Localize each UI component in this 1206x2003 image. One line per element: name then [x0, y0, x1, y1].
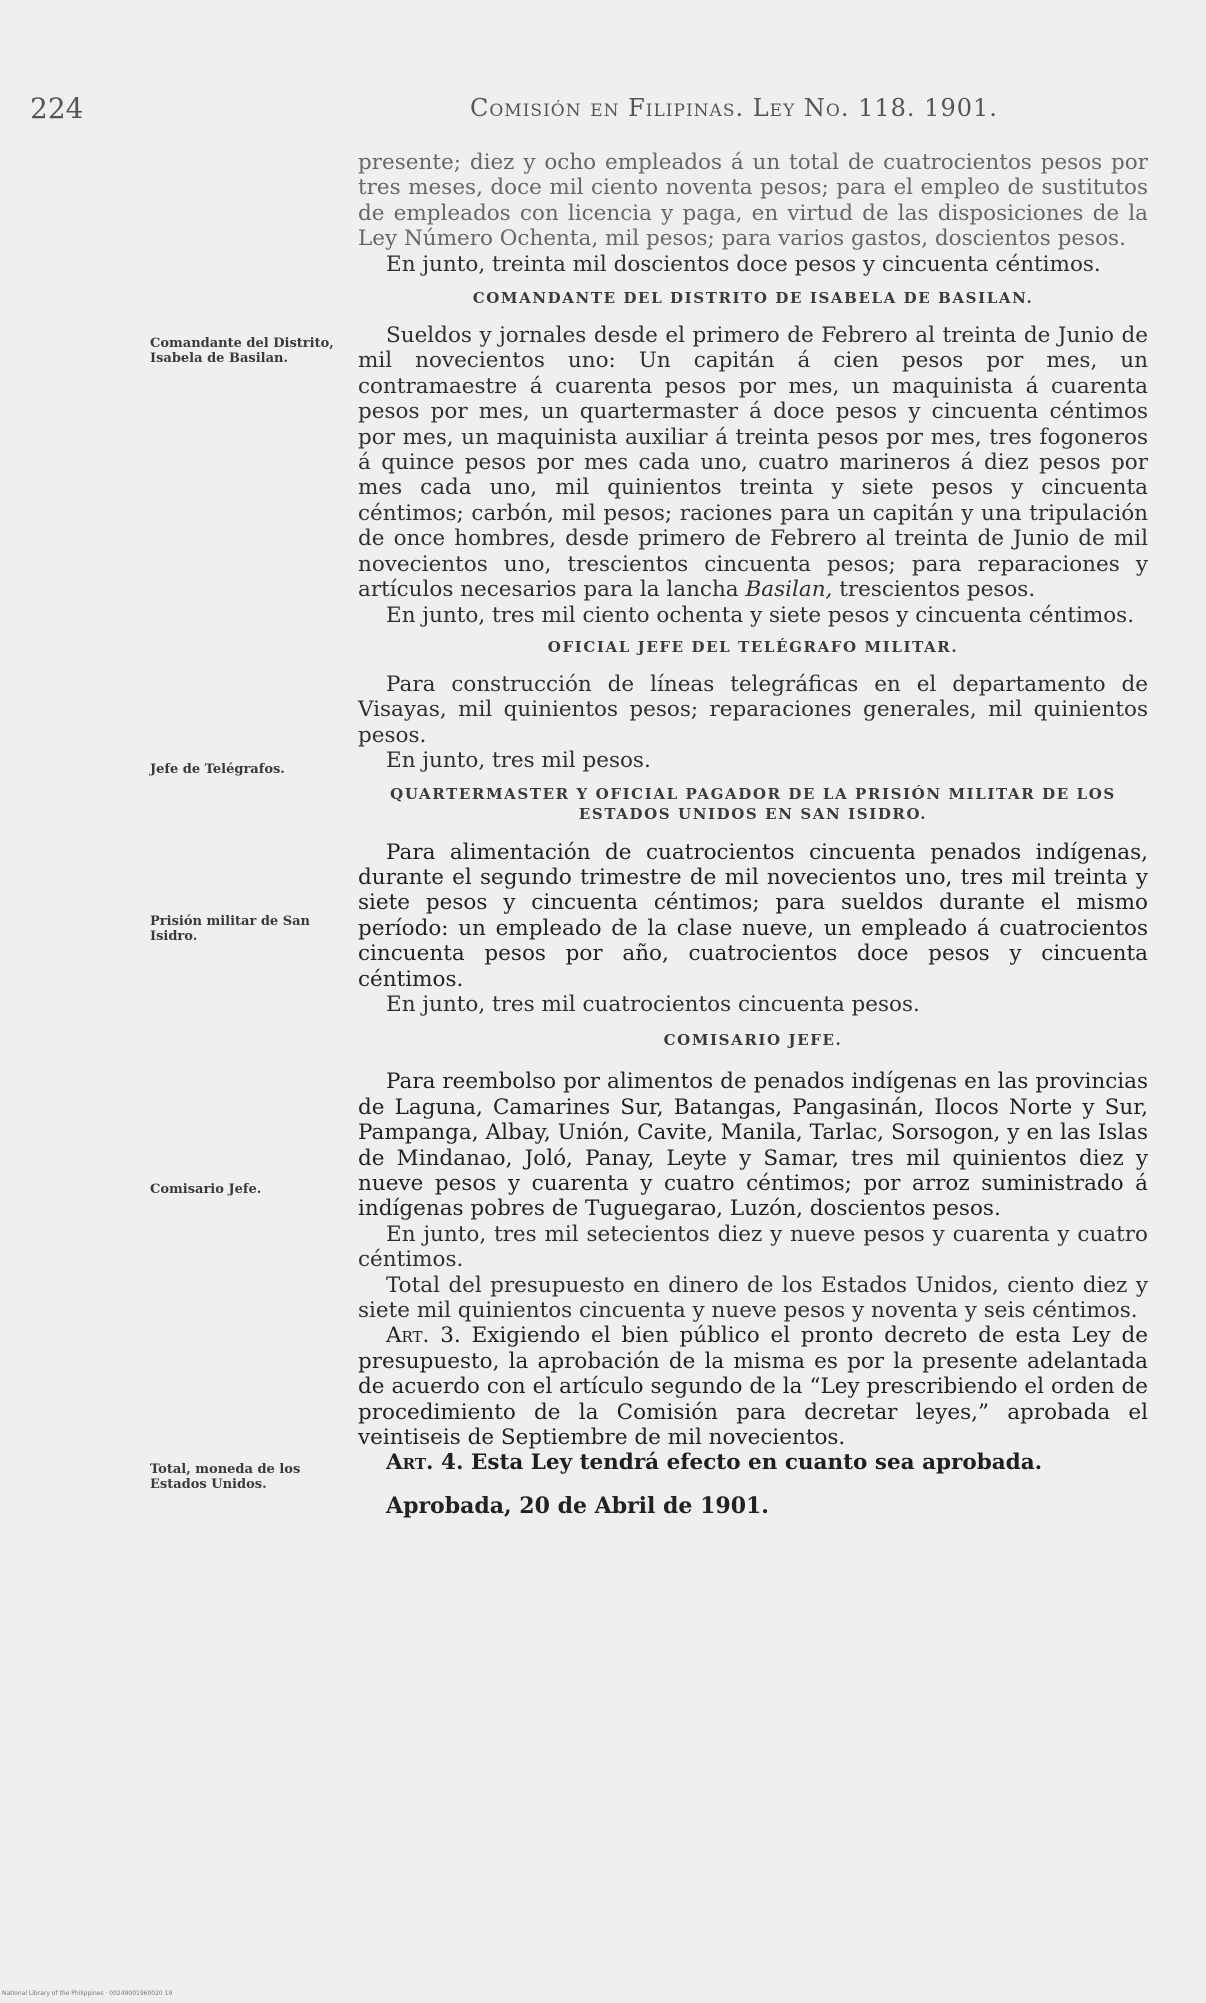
- commissary-body: Para reembolso por alimentos de penados indígenas en las provincias de Laguna, Camarines Sur, Batangas, Pangasinán, Ilocos Norte y Sur, Pampanga, Albay, Unión, Cavite, Manila, Tarlac, Sorsogon, y en las Islas de Mindanao, Joló, Panay, Leyte y Samar, tres mil quinientos diez y nueve pesos y cuarenta y cuatro céntimos; por arroz suministrado á indígenas pobres de Tuguegarao, Luzón, doscientos pesos.: [358, 1069, 1148, 1222]
- basilan-vessel-name: Basilan,: [745, 577, 833, 603]
- article-3: [358, 1323, 1148, 1450]
- telegraph-body: Para construcción de líneas telegráficas en el departamento de Visayas, mil quinientos pesos; reparaciones generales, mil quinientos pesos.: [358, 671, 1148, 748]
- margin-note-total: Total, moneda de los Estados Unidos.: [150, 1462, 301, 1492]
- article-3-text: Exigiendo el bien público el pronto decreto de esta Ley de presupuesto, la aprobación de la misma es por la presente adelantada de acuerdo con el artículo segundo de la “Ley prescribiendo el orden de procedimiento de la Comisión para decretar leyes,” aprobada el veintiseis de Septiembre de mil novecientos.: [358, 1323, 1148, 1451]
- margin-note-telegraphs: Jefe de Telégrafos.: [150, 762, 285, 777]
- margin-note-basilan: Comandante del Distrito, Isabela de Basilan.: [150, 336, 334, 366]
- basilan-body-text: Sueldos y jornales desde el primero de Febrero al treinta de Junio de mil novecientos uno: Un capitán á cien pesos por mes, un contramaestre á cuarenta pesos por mes, un maquinista á cuarenta pesos por mes, un quartermaster á doce pesos y cincuenta céntimos por mes, un maquinista auxiliar á treinta pesos por mes, tres fogoneros á quince pesos por mes cada uno, cuatro marineros á diez pesos por mes cada uno, mil quinientos treinta y siete pesos y cincuenta céntimos; carbón, mil pesos; raciones para un capitán y una tripulación de once hombres, desde primero de Febrero al treinta de Junio de mil novecientos uno, trescientos cincuenta pesos; para reparaciones y artículos necesarios para la lancha: [358, 323, 1148, 603]
- margin-note-commissary: Comisario Jefe.: [150, 1182, 262, 1197]
- commissary-total: En junto, tres mil setecientos diez y nueve pesos y cuarenta y cuatro céntimos.: [358, 1221, 1148, 1273]
- basilan-body: [358, 323, 1148, 602]
- commissary-heading: COMISARIO JEFE.: [663, 1031, 843, 1050]
- article-4-label: Art. 4.: [386, 1450, 464, 1476]
- prison-heading-line-1: QUARTERMASTER Y OFICIAL PAGADOR DE LA PRISIÓN MILITAR DE LOS: [390, 784, 1116, 803]
- running-title: Comisión en Filipinas. Ley No. 118. 1901.: [470, 94, 998, 122]
- telegraph-heading: OFICIAL JEFE DEL TELÉGRAFO MILITAR.: [547, 637, 959, 656]
- grand-total: Total del presupuesto en dinero de los Estados Unidos, ciento diez y siete mil quinientos cincuenta y nueve pesos y noventa y seis céntimos.: [358, 1272, 1148, 1324]
- basilan-total: En junto, tres mil ciento ochenta y siete pesos y cincuenta céntimos.: [386, 602, 1135, 628]
- intro-paragraph: presente; diez y ocho empleados á un total de cuatrocientos pesos por tres meses, doce mil ciento noventa pesos; para el empleo de sustitutos de empleados con licencia y paga, en virtud de las disposiciones de la Ley Número Ochenta, mil pesos; para varios gastos, doscientos pesos.: [358, 150, 1148, 252]
- margin-note-prison: Prisión militar de San Isidro.: [150, 914, 310, 944]
- approval-date: Aprobada, 20 de Abril de 1901.: [386, 1492, 769, 1519]
- prison-total: En junto, tres mil cuatrocientos cincuenta pesos.: [386, 991, 920, 1017]
- article-3-label: Art. 3.: [386, 1323, 461, 1349]
- telegraph-total: En junto, tres mil pesos.: [386, 748, 651, 774]
- page-number: 224: [30, 92, 84, 125]
- main-column: [358, 150, 1148, 1519]
- page-header: [30, 92, 1070, 132]
- article-4-text: Esta Ley tendrá efecto en cuanto sea aprobada.: [463, 1450, 1043, 1476]
- intro-total: En junto, treinta mil doscientos doce pesos y cincuenta céntimos.: [386, 251, 1101, 277]
- basilan-body-end: trescientos pesos.: [832, 577, 1036, 603]
- prison-heading-line-2: ESTADOS UNIDOS EN SAN ISIDRO.: [578, 804, 928, 823]
- prison-heading: [358, 784, 1148, 824]
- article-4: [358, 1450, 1148, 1475]
- scan-footer: National Library of the Philippines · 00249001960020 19: [2, 1990, 173, 1997]
- basilan-heading: COMANDANTE DEL DISTRITO DE ISABELA DE BASILAN.: [472, 289, 1034, 308]
- prison-body: Para alimentación de cuatrocientos cincuenta penados indígenas, durante el segundo trimestre de mil novecientos uno, tres mil treinta y siete pesos y cincuenta céntimos; para sueldos durante el mismo período: un empleado de la clase nueve, un empleado á cuatrocientos cincuenta pesos por año, cuatrocientos doce pesos y cincuenta céntimos.: [358, 839, 1148, 992]
